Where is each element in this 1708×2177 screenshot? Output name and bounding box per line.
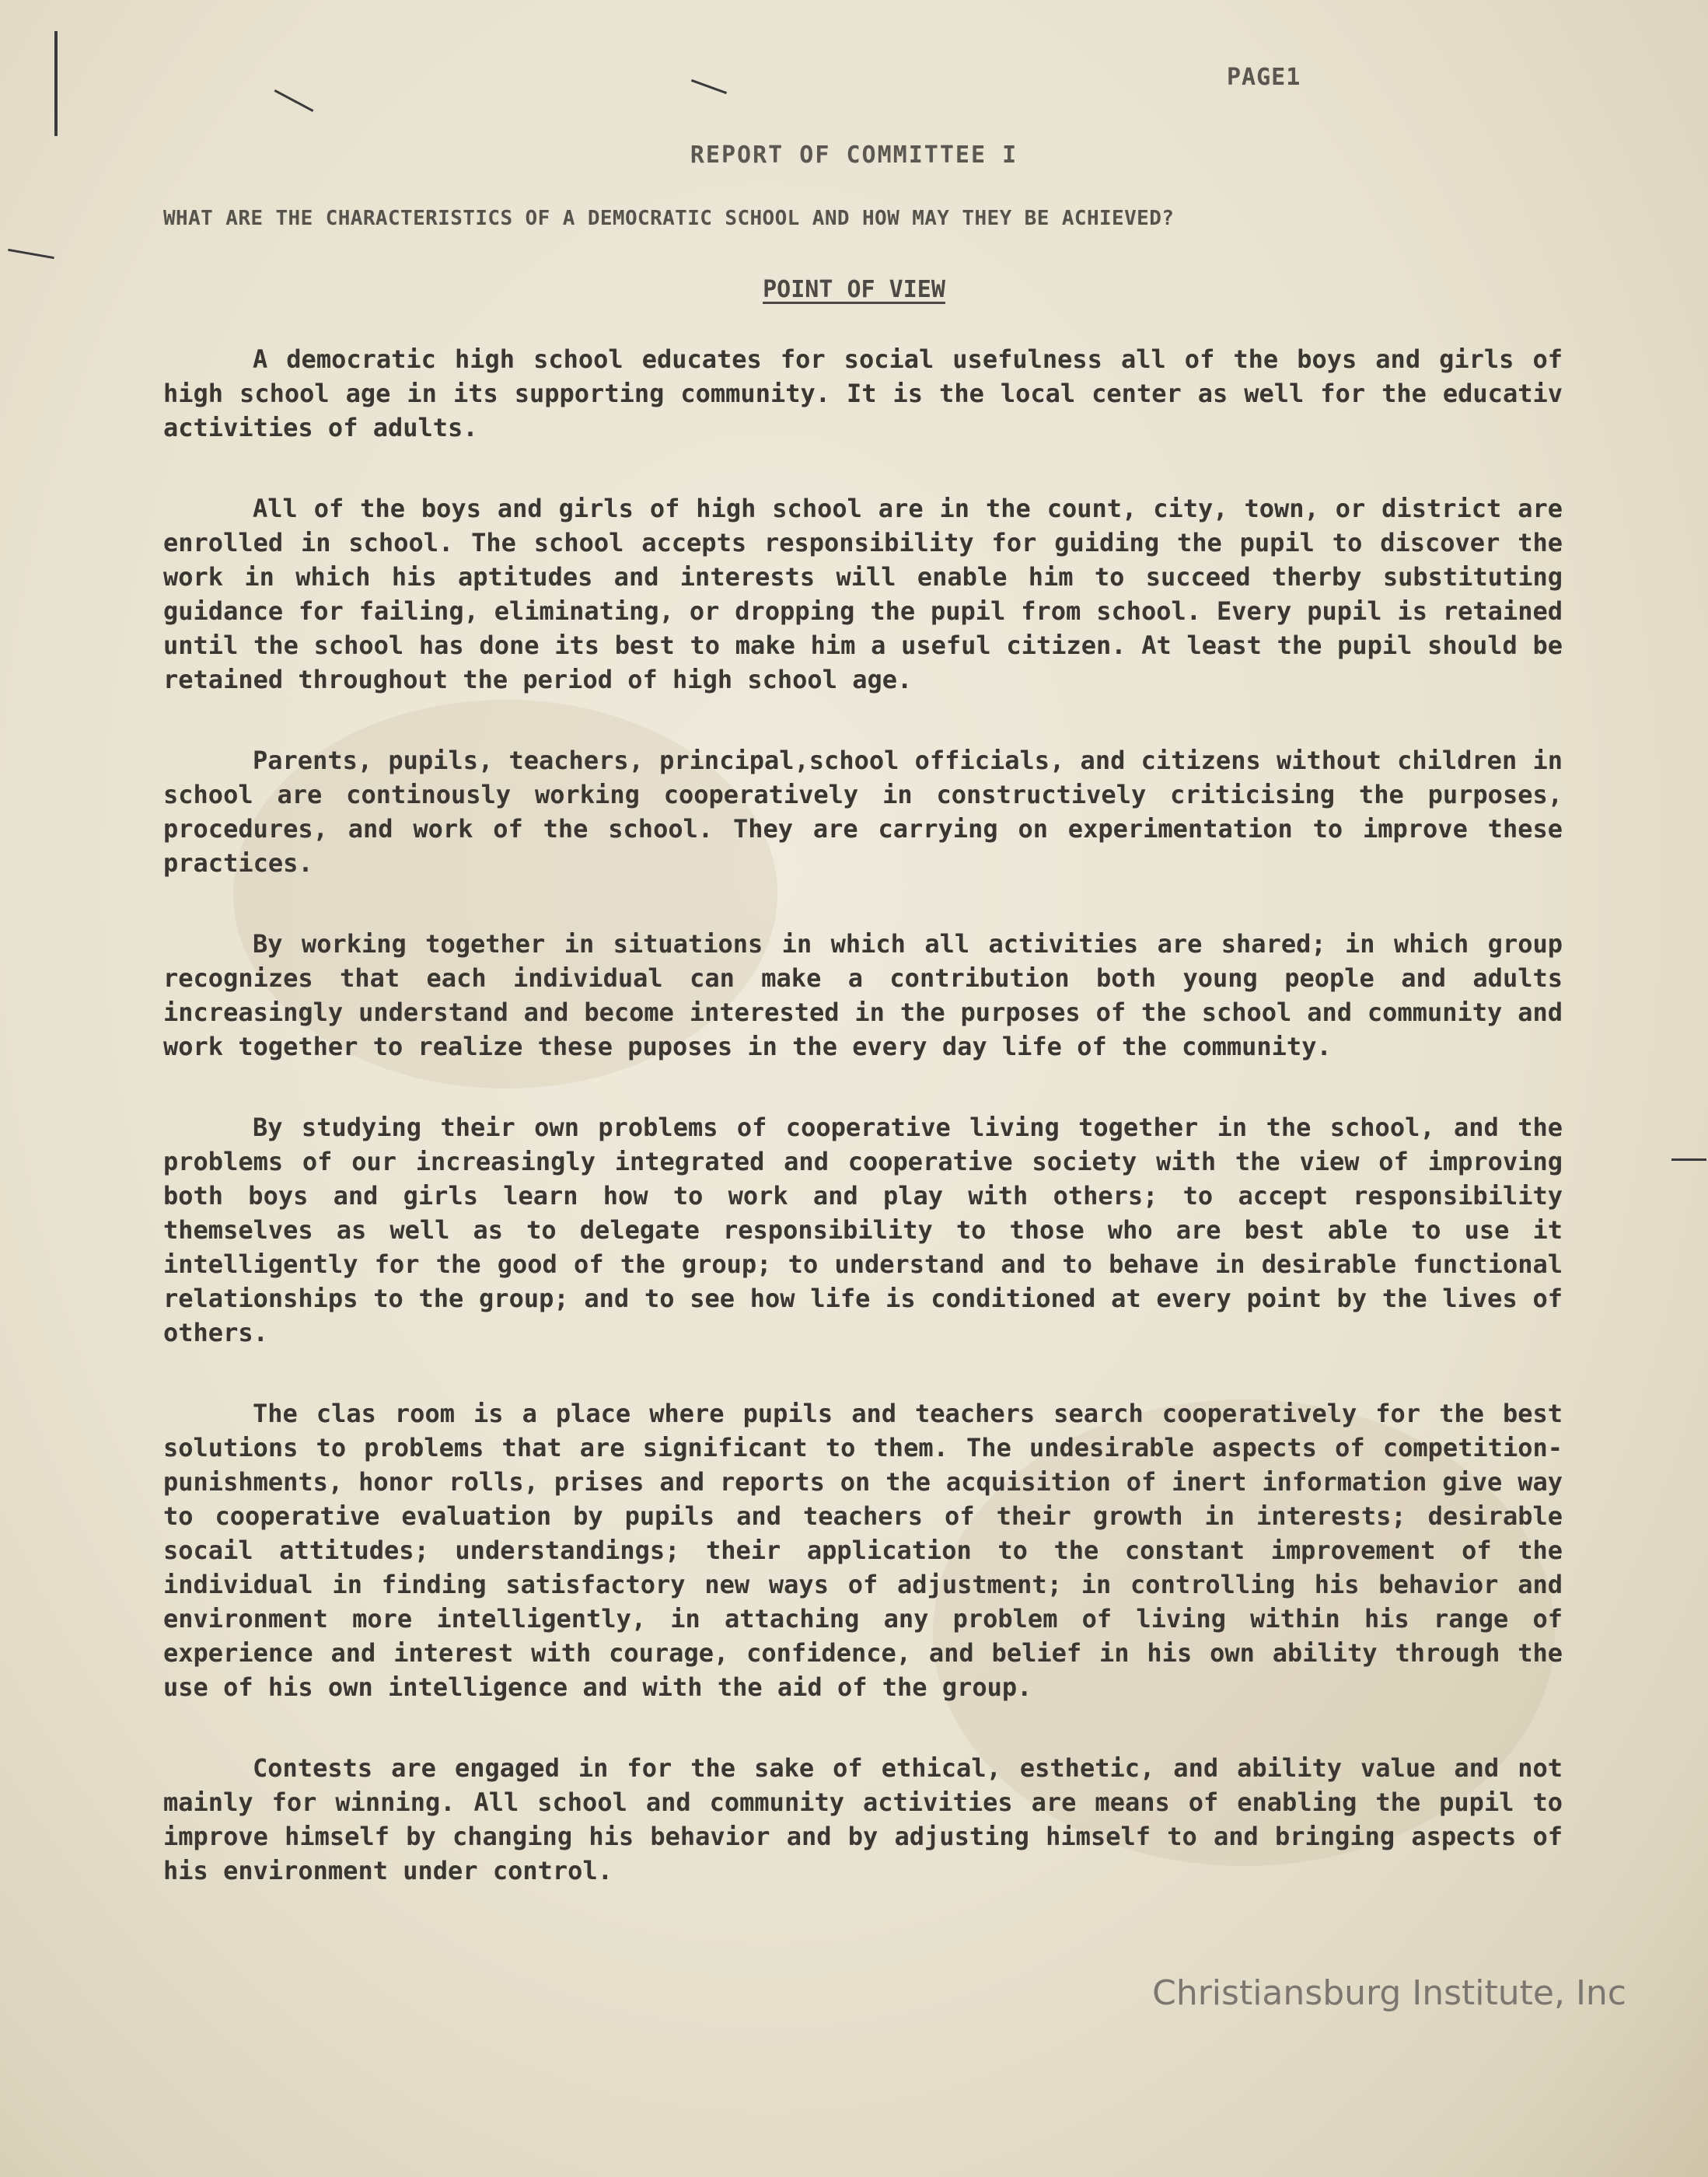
archive-watermark: Christiansburg Institute, Inc	[1152, 1973, 1626, 2013]
report-body	[163, 342, 1563, 1934]
stray-ink-mark	[274, 89, 314, 112]
edge-ink-mark	[1671, 1158, 1706, 1161]
section-heading-text: POINT OF VIEW	[763, 276, 945, 303]
margin-ink-mark	[54, 31, 58, 136]
page-number: PAGE1	[1227, 64, 1301, 91]
report-question: WHAT ARE THE CHARACTERISTICS OF A DEMOCRATIC SCHOOL AND HOW MAY THEY BE ACHIEVED?	[163, 207, 1175, 230]
paragraph: The clas room is a place where pupils and teachers search cooperatively for the best solutions to problems that are significant to them. The undesirable aspects of competition-punishments, honor rolls, prises and reports on the acquisition of inert information give way to cooperative evaluation by pupils and teachers of their growth in interests; desirable socail attitudes; understandings; their application to the constant improvement of the individual in finding satisfactory new ways of adjustment; in controlling his behavior and environment more intelligently, in attaching any problem of living within his range of experience and interest with courage, confidence, and belief in his own ability through the use of his own intelligence and with the aid of the group.	[163, 1399, 1563, 1702]
margin-ink-mark	[8, 249, 54, 259]
paragraph: Parents, pupils, teachers, principal,school officials, and citizens without children in school are continously working cooperatively in constructively criticising the purposes, procedures, and work of the school. They are carrying on experimentation to improve these practices.	[163, 746, 1563, 878]
paragraph: By studying their own problems of cooperative living together in the school, and the problems of our increasingly integrated and cooperative society with the view of improving both boys and girls learn how to work and play with others; to accept responsibility themselves as well as to delegate responsibility to those who are best able to use it intelligently for the good of the group; to understand and to behave in desirable functional relationships to the group; and to see how life is conditioned at every point by the lives of others.	[163, 1113, 1563, 1347]
section-heading	[0, 276, 1708, 303]
report-title: REPORT OF COMMITTEE I	[690, 142, 1018, 169]
paragraph: A democratic high school educates for social usefulness all of the boys and girls of high school age in its supporting community. It is the local center as well for the educativ activities of adults.	[163, 344, 1563, 442]
paragraph: All of the boys and girls of high school are in the count, city, town, or district are enrolled in school. The school accepts responsibility for guiding the pupil to discover the work in which his aptitudes and interests will enable him to succeed therby substituting guidance for failing, eliminating, or dropping the pupil from school. Every pupil is retained until the school has done its best to make him a useful citizen. At least the pupil should be retained throughout the period of high school age.	[163, 494, 1563, 694]
stray-ink-mark	[691, 79, 727, 94]
paragraph: Contests are engaged in for the sake of ethical, esthetic, and ability value and not mainly for winning. All school and community activities are means of enabling the pupil to improve himself by changing his behavior and by adjusting himself to and bringing aspects of his environment under control.	[163, 1753, 1563, 1885]
paragraph: By working together in situations in which all activities are shared; in which group recognizes that each individual can make a contribution both young people and adults increasingly understand and become interested in the purposes of the school and community and work together to realize these puposes in the every day life of the community.	[163, 929, 1563, 1061]
